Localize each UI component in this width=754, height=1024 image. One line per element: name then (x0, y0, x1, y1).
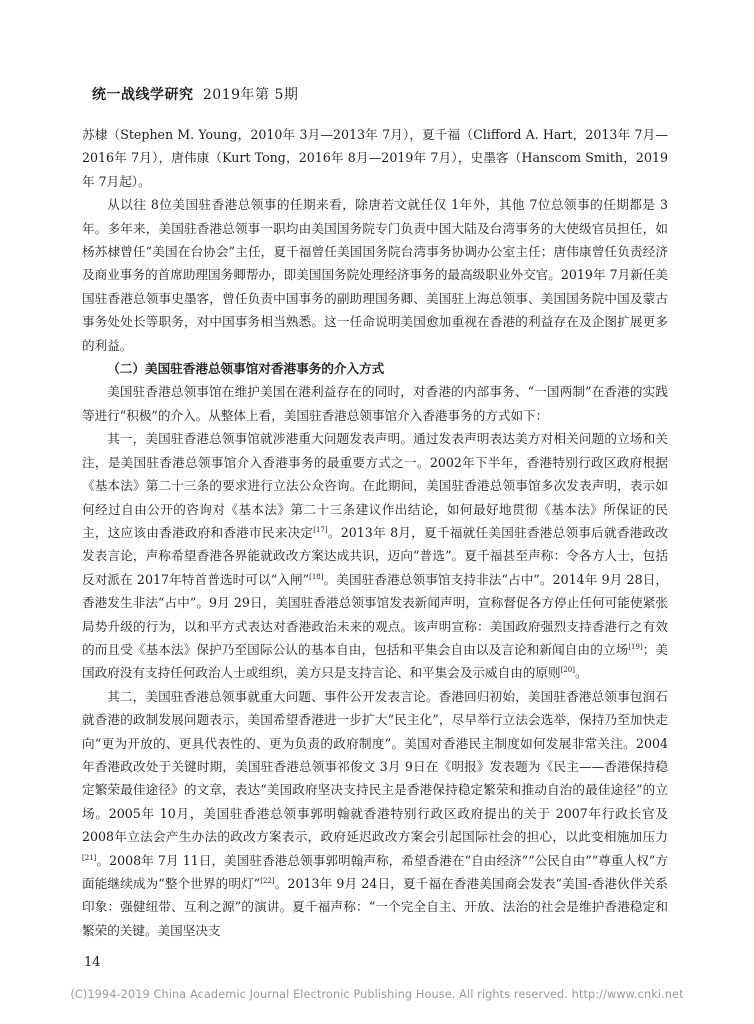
journal-title: 统一战线学研究 (92, 87, 194, 103)
citation-ref: [17] (313, 525, 328, 534)
paragraph (82, 380, 668, 427)
text-run: 。2013年 8月，夏千福就任美国驻香港总领事后就香港政改发表言论，声称希望香港各界能就政改方案达成共识，迈向“普选”。夏千福甚至声称：令各方人士，包括反对派在 2017年特首普选时可以“入闸” (82, 524, 668, 587)
text-run: 美国驻香港总领事馆在维护美国在港利益存在的同时，对香港的内部事务、“一国两制”在香港的实践等进行“积极”的介入。从整体上看，美国驻香港总领事馆介入香港事务的方式如下： (82, 384, 668, 423)
citation-ref: [22] (260, 876, 275, 885)
text-run: 。 (574, 665, 588, 681)
issue-label: 2019年第 5期 (202, 87, 299, 103)
paragraph (82, 193, 668, 357)
text-run: 其二，美国驻香港总领事就重大问题、事件公开发表言论。香港回归初始，美国驻香港总领事包润石就香港的政制发展问题表示，美国希望香港进一步扩大“民主化”，尽早举行立法会选举，保持乃至加快走向“更为开放的、更具代表性的、更为负责的政府制度”。美国对香港民主制度如何发展非常关注。2004年香港政改处于关键时期，美国驻香港总领事祁俊文 3月 9日在《明报》发表题为《民主——香港保持稳定繁荣最佳途径》的文章，表达“美国政府坚决支持民主是香港保持稳定繁荣和推动自治的最佳途径”的立场。2005年 10月，美国驻香港总领事郭明翰就香港特别行政区政府提出的关于 2007年行政长官及 2008年立法会产生办法的政改方案表示，政府延迟政改方案会引起国际社会的担心，以此变相施加压力 (82, 688, 668, 845)
paragraph (82, 427, 668, 684)
copyright-footer: (C)1994-2019 China Academic Journal Electronic Publishing House. All rights reserved. http://www.cnki.net (70, 988, 684, 1001)
text-run: 。2008年 7月 11日，美国驻香港总领事郭明翰声称，希望香港在“自由经济”“公民自由”“尊重人权”方面能继续成为“整个世界的明灯” (82, 852, 668, 891)
paragraph (82, 685, 668, 942)
article-body (82, 123, 668, 942)
page-number: 14 (84, 955, 101, 970)
text-run: ；美国政府没有支持任何政治人士或组织，美方只是支持言论、和平集会及示威自由的原则 (82, 641, 669, 681)
text-run: 苏棣（Stephen M. Young，2010年 3月—2013年 7月），夏千福（Clifford A. Hart，2013年 7月—2016年 7月），唐伟康（Kurt Tong，2016年 8月—2019年 7月），史墨客（Hanscom Smith，2019年 7月起）。 (82, 127, 668, 189)
citation-ref: [20] (560, 666, 575, 675)
citation-ref: [18] (309, 572, 324, 581)
text-run: 。美国驻香港总领事馆支持非法“占中”。2014年 9月 28日，香港发生非法“占中”。9月 29日，美国驻香港总领事馆发表新闻声明，宣称督促各方停止任何可能使紧张局势升级的行为，以和平方式表达对香港政治未来的观点。该声明宣称：美国政府强烈支持香港行之有效的而且受《基本法》保护乃至国际公认的基本自由，包括和平集会自由以及言论和新闻自由的立场 (82, 571, 668, 657)
section-subheading (82, 357, 668, 380)
text-run: 从以往 8位美国驻香港总领事的任期来看，除唐若文就任仅 1年外，其他 7位总领事的任期都是 3年。多年来，美国驻香港总领事一职均由美国国务院专门负责中国大陆及台湾事务的大使级官员担任，如杨苏棣曾任“美国在台协会”主任，夏千福曾任美国国务院台湾事务协调办公室主任；唐伟康曾任负责经济及商业事务的首席助理国务卿帮办，即美国国务院处理经济事务的最高级职业外交官。2019年 7月新任美国驻香港总领事史墨客，曾任负责中国事务的副助理国务卿、美国驻上海总领事、美国国务院中国及蒙古事务处处长等职务，对中国事务相当熟悉。这一任命说明美国愈加重视在香港的利益存在及企图扩展更多的利益。 (82, 197, 668, 353)
running-header (92, 84, 298, 104)
text-run: （二）美国驻香港总领事馆对香港事务的介入方式 (107, 361, 385, 377)
citation-ref: [19] (628, 642, 643, 651)
paragraph (82, 123, 668, 193)
text-run: 。2013年 9月 24日，夏千福在香港美国商会发表“美国-香港伙伴关系印象：强健纽带、互利之源”的演讲。夏千福声称：“一个完全自主、开放、法治的社会是维护香港稳定和繁荣的关键。美国坚决支 (82, 876, 668, 938)
text-run: 其一，美国驻香港总领事馆就涉港重大问题发表声明。通过发表声明表达美方对相关问题的立场和关注，是美国驻香港总领事馆介入香港事务的最重要方式之一。2002年下半年，香港特别行政区政府根据《基本法》第二十三条的要求进行立法公众咨询。在此期间，美国驻香港总领事馆多次发表声明，表示如何经过自由公开的咨询对《基本法》第二十三条建议作出结论，如何最好地贯彻《基本法》所保证的民主，这应该由香港政府和香港市民来决定 (82, 431, 668, 540)
citation-ref: [21] (82, 853, 97, 862)
